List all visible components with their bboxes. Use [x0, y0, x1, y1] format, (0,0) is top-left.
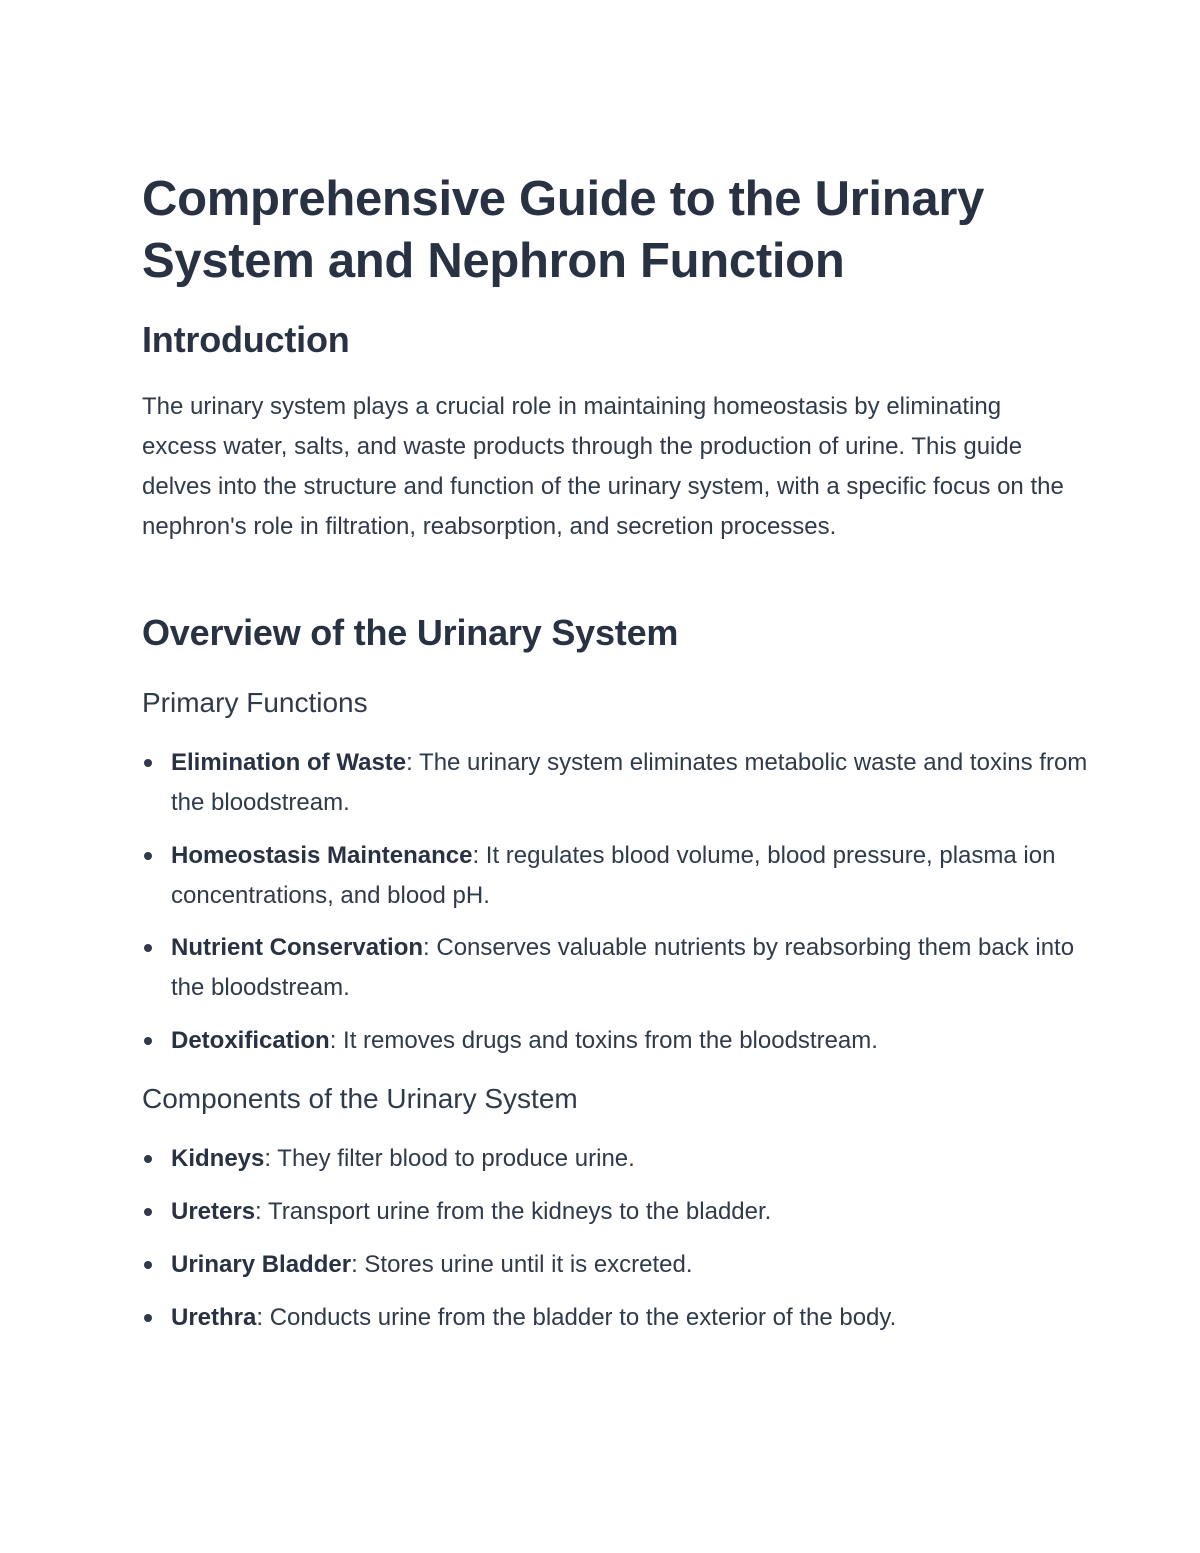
bullet-icon [144, 1314, 152, 1322]
list-item-text: : Transport urine from the kidneys to the bladder. [255, 1198, 772, 1225]
list-item [142, 928, 1091, 1008]
list-item-term: Detoxification [171, 1027, 330, 1054]
list-item-text: : Conserves valuable nutrients by reabsorbing them back into the bloodstream. [171, 934, 1075, 1001]
bullet-icon [144, 944, 152, 952]
bullet-icon [144, 1261, 152, 1269]
list-item [142, 1021, 1091, 1061]
list-item [142, 836, 1091, 916]
list-item [142, 743, 1091, 823]
list-item [142, 1245, 1091, 1285]
introduction-paragraph: The urinary system plays a crucial role in maintaining homeostasis by eliminating excess water, salts, and waste products through the production of urine. This guide delves into the structure and function of the urinary system, with a specific focus on the nephron's role in filtration, reabsorption, and secretion processes. [142, 393, 1064, 540]
list-item-text: : The urinary system eliminates metabolic waste and toxins from the bloodstream. [171, 749, 1088, 816]
list-item-term: Ureters [171, 1198, 256, 1225]
list-item-term: Elimination of Waste [171, 749, 407, 776]
introduction-heading: Introduction [142, 319, 350, 360]
bullet-icon [144, 759, 152, 767]
bullet-icon [144, 852, 152, 860]
list-item-term: Homeostasis Maintenance [171, 842, 473, 869]
list-item-text: : Stores urine until it is excreted. [351, 1251, 693, 1278]
list-item [142, 1192, 1091, 1232]
page-title: Comprehensive Guide to the Urinary System and Nephron Function [142, 172, 985, 288]
bullet-icon [144, 1037, 152, 1045]
overview-heading: Overview of the Urinary System [142, 612, 679, 653]
list-item-text: : It removes drugs and toxins from the bloodstream. [329, 1027, 878, 1054]
bullet-icon [144, 1208, 152, 1216]
list-item-term: Urethra [171, 1304, 257, 1331]
components-heading: Components of the Urinary System [142, 1083, 578, 1114]
list-item-text: : Conducts urine from the bladder to the exterior of the body. [256, 1304, 897, 1331]
list-item-term: Urinary Bladder [171, 1251, 352, 1278]
list-item-term: Kidneys [171, 1145, 265, 1172]
list-item [142, 1139, 1091, 1179]
list-item-text: : It regulates blood volume, blood pressure, plasma ion concentrations, and blood pH. [171, 842, 1056, 909]
primary-functions-heading: Primary Functions [142, 687, 368, 718]
list-item-term: Nutrient Conservation [171, 934, 424, 961]
bullet-icon [144, 1155, 152, 1163]
list-item [142, 1298, 1091, 1338]
list-item-text: : They filter blood to produce urine. [264, 1145, 635, 1172]
